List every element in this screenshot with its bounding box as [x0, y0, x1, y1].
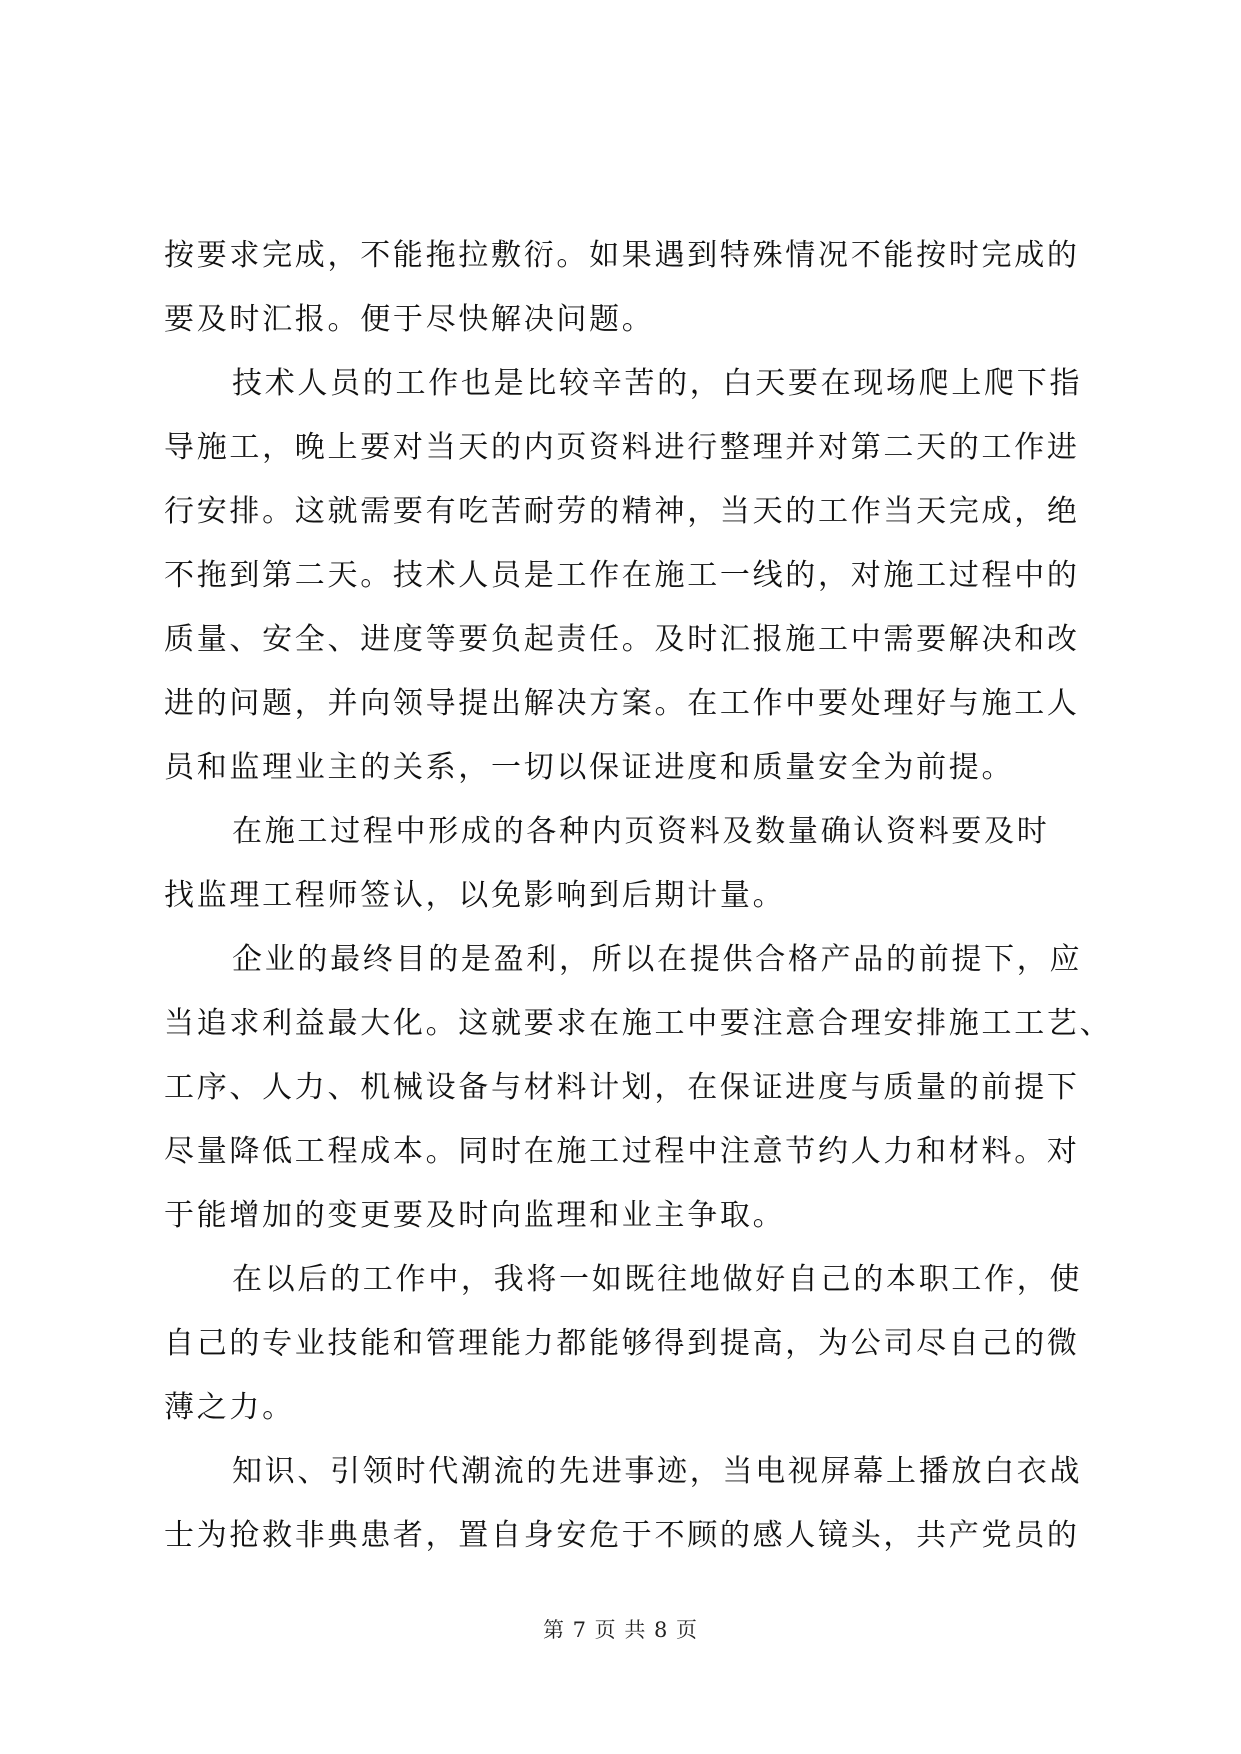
document-body — [164, 224, 1113, 1568]
text-line: 行安排。这就需要有吃苦耐劳的精神，当天的工作当天完成，绝 — [164, 494, 1080, 529]
text-line: 找监理工程师签认，以免影响到后期计量。 — [164, 878, 786, 913]
text-line: 导施工，晚上要对当天的内页资料进行整理并对第二天的工作进 — [164, 430, 1080, 465]
paragraph-start-line: 知识、引领时代潮流的先进事迹，当电视屏幕上播放白衣战 — [232, 1454, 1083, 1489]
paragraph-start-line: 技术人员的工作也是比较辛苦的，白天要在现场爬上爬下指 — [232, 366, 1083, 401]
text-line: 自己的专业技能和管理能力都能够得到提高，为公司尽自己的微 — [164, 1326, 1080, 1361]
text-line: 员和监理业主的关系，一切以保证进度和质量安全为前提。 — [164, 750, 1015, 785]
text-line: 当追求利益最大化。这就要求在施工中要注意合理安排施工工艺、 — [164, 1006, 1113, 1041]
page-number-footer: 第 7 页 共 8 页 — [542, 1618, 699, 1642]
paragraph-start-line: 企业的最终目的是盈利，所以在提供合格产品的前提下，应 — [232, 942, 1083, 977]
text-line: 士为抢救非典患者，置自身安危于不顾的感人镜头，共产党员的 — [164, 1518, 1080, 1553]
text-line: 薄之力。 — [164, 1390, 295, 1425]
text-line: 要及时汇报。便于尽快解决问题。 — [164, 302, 655, 337]
text-line: 尽量降低工程成本。同时在施工过程中注意节约人力和材料。对 — [164, 1134, 1080, 1169]
text-line: 于能增加的变更要及时向监理和业主争取。 — [164, 1198, 786, 1233]
text-line: 工序、人力、机械设备与材料计划，在保证进度与质量的前提下 — [164, 1070, 1080, 1105]
text-line: 质量、安全、进度等要负起责任。及时汇报施工中需要解决和改 — [164, 622, 1080, 657]
text-line: 不拖到第二天。技术人员是工作在施工一线的，对施工过程中的 — [164, 558, 1080, 593]
paragraph-start-line: 在施工过程中形成的各种内页资料及数量确认资料要及时 — [232, 814, 1050, 849]
paragraph-start-line: 在以后的工作中，我将一如既往地做好自己的本职工作，使 — [232, 1262, 1083, 1297]
text-line: 按要求完成，不能拖拉敷衍。如果遇到特殊情况不能按时完成的 — [164, 238, 1080, 273]
text-line: 进的问题，并向领导提出解决方案。在工作中要处理好与施工人 — [164, 686, 1080, 721]
